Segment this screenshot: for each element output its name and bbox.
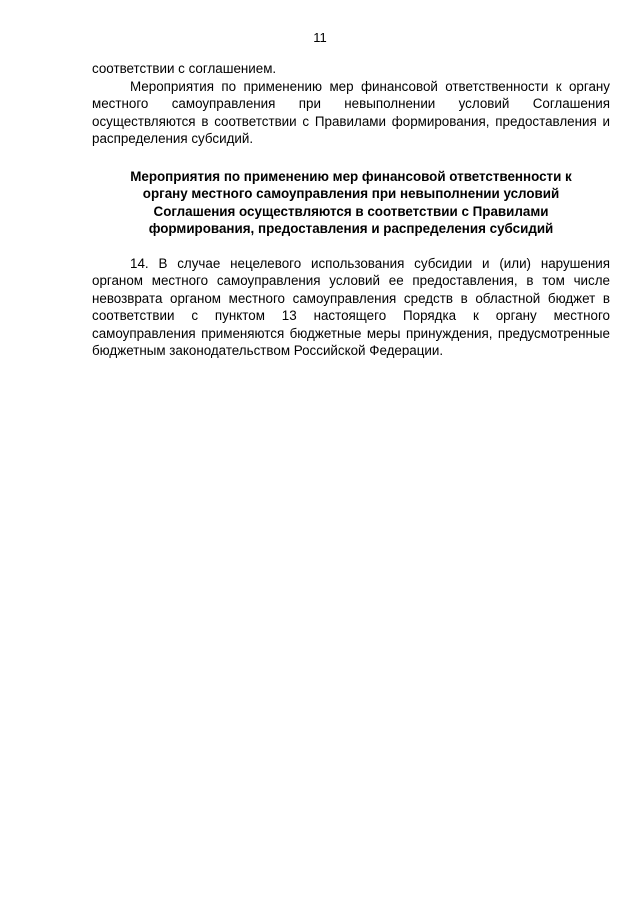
- document-body: [92, 60, 610, 360]
- page-number: 11: [313, 30, 327, 45]
- paragraph-financial-measures: Мероприятия по применению мер финансовой ответственности к органу местного самоуправления при невыполнении условий Соглашения осуществляются в соответствии с Правилами формирования, предоставления и распределения субсидий.: [92, 78, 610, 146]
- paragraph-continuation: соответствии с соглашением.: [92, 61, 277, 76]
- section-heading: Мероприятия по применению мер финансовой ответственности к органу местного самоуправления при невыполнении условий Соглашения осуществляются в соответствии с Правилами формирования, предоставления и распределения субсидий: [130, 168, 572, 236]
- paragraph-14: 14. В случае нецелевого использования субсидии и (или) нарушения органом местного самоуправления условий ее предоставления, в том числе невозврата органом местного самоуправления средств в областной бюджет в соответствии с пунктом 13 настоящего Порядка к органу местного самоуправления применяются бюджетные меры принуждения, предусмотренные бюджетным законодательством Российской Федерации.: [92, 255, 610, 358]
